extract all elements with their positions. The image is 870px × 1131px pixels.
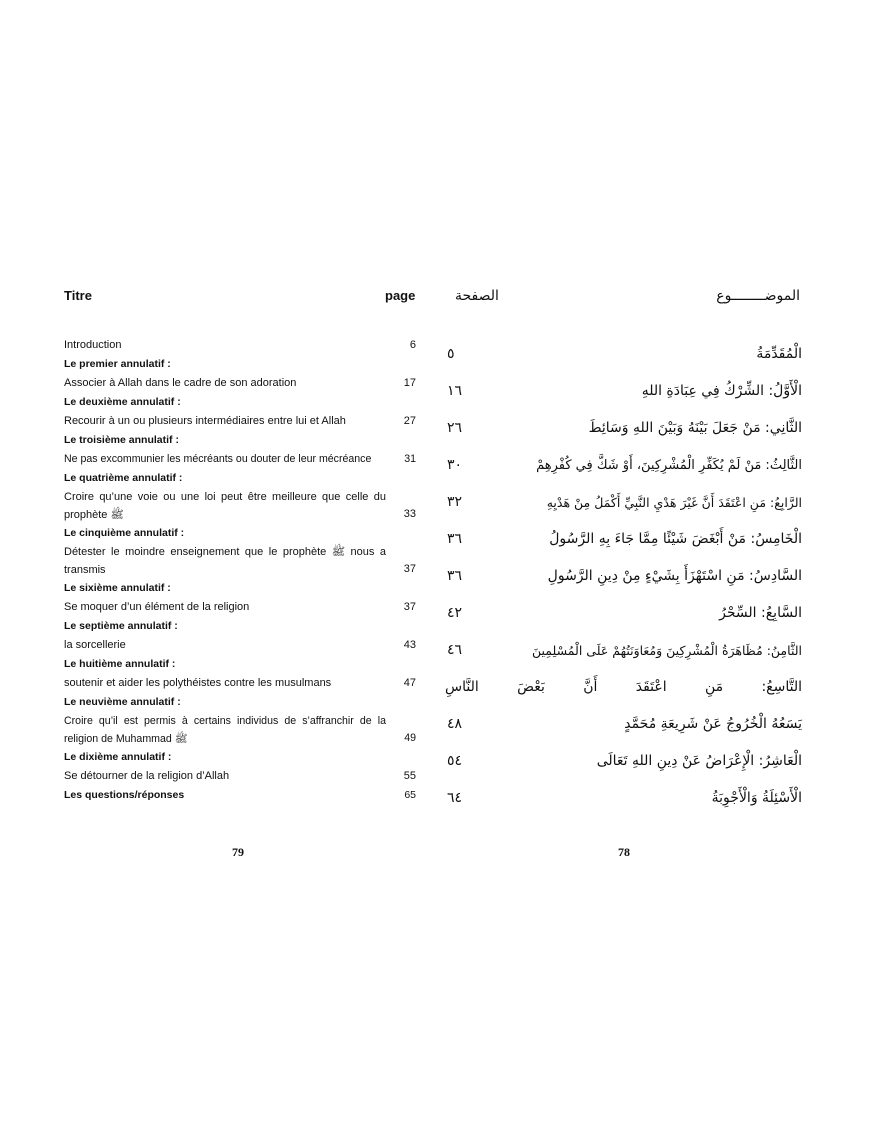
list-item xyxy=(64,431,416,450)
list-item xyxy=(445,632,802,669)
list-item xyxy=(445,484,802,521)
entry-page: 37 xyxy=(403,563,416,575)
arabic-contents-list xyxy=(445,336,802,817)
entry-title: Croire qu’une voie ou une loi peut être meilleure que celle du prophète ﷺ xyxy=(64,491,386,521)
entry-title: الْخَامِسُ: مَنْ أَبْغَضَ شَيْئًا مِمَّا جَاءَ بِهِ الرَّسُولُ xyxy=(549,531,802,547)
entry-title: Se moquer d’un élément de la religion xyxy=(64,601,250,613)
entry-page: ٥٤ xyxy=(447,753,463,769)
entry-page: 47 xyxy=(403,677,416,689)
section-heading: Le deuxième annulatif : xyxy=(64,396,181,408)
list-item xyxy=(64,393,416,412)
entry-page: ٣٢ xyxy=(447,494,463,510)
entry-title: التَّاسِعُ: مَنِ اعْتَقَدَ أَنَّ بَعْضَ النَّاسِ xyxy=(445,679,802,695)
list-item xyxy=(64,767,416,786)
entry-page: 43 xyxy=(403,639,416,651)
entry-page: ٦٤ xyxy=(447,790,463,806)
list-item xyxy=(64,655,416,674)
list-item xyxy=(64,336,416,355)
entry-title: الثَّامِنُ: مُظَاهَرَةُ الْمُشْرِكِينَ وَمُعَاوَنَتُهُمْ عَلَى الْمُسْلِمِينَ xyxy=(531,643,802,658)
entry-page: 33 xyxy=(403,508,416,520)
entry-page: ٣٠ xyxy=(447,457,463,473)
entry-page: ٢٦ xyxy=(447,420,463,436)
entry-title: الثَّانِي: مَنْ جَعَلَ بَيْنَهُ وَبَيْنَ اللهِ وَسَائِطَ xyxy=(588,420,802,436)
list-item xyxy=(64,412,416,431)
list-item xyxy=(64,469,416,488)
entry-title: Associer à Allah dans le cadre de son adoration xyxy=(64,377,297,389)
section-heading: Le premier annulatif : xyxy=(64,358,171,370)
page-column-header: page xyxy=(385,288,416,303)
list-item xyxy=(64,579,416,598)
entry-title: la sorcellerie xyxy=(64,639,126,651)
entry-page: ٥ xyxy=(447,346,455,362)
list-item xyxy=(445,595,802,632)
list-item xyxy=(64,617,416,636)
list-item xyxy=(64,712,416,748)
entry-title: الرَّابِعُ: مَنِ اعْتَقَدَ أَنَّ غَيْرَ هَدْيِ النَّبِيِّ أَكْمَلُ مِنْ هَدْيِهِ xyxy=(546,495,802,510)
section-heading: Le cinquième annulatif : xyxy=(64,527,185,539)
entry-title: الْمُقَدِّمَةُ xyxy=(756,346,802,362)
entry-title: الْعَاشِرُ: الْإِعْرَاضُ عَنْ دِينِ اللهِ تَعَالَى xyxy=(596,753,802,769)
entry-page: ٤٨ xyxy=(447,716,463,732)
list-item xyxy=(64,693,416,712)
entry-page: ٣٦ xyxy=(447,568,463,584)
entry-title: soutenir et aider les polythéistes contre les musulmans xyxy=(64,677,332,689)
list-item xyxy=(445,336,802,373)
entry-page: ٣٦ xyxy=(447,531,463,547)
entry-page: 65 xyxy=(404,789,416,801)
page-column-header: الصفحة xyxy=(455,288,499,304)
list-item xyxy=(64,598,416,617)
entry-title: Se détourner de la religion d’Allah xyxy=(64,770,230,782)
entry-title: الْأَوَّلُ: الشِّرْكُ فِي عِبَادَةِ اللهِ xyxy=(641,383,802,399)
section-heading: Le septième annulatif : xyxy=(64,620,178,632)
list-item xyxy=(64,524,416,543)
entry-title: الثَّالِثُ: مَنْ لَمْ يُكَفِّرِ الْمُشْرِكِينَ، أَوْ شَكَّ فِي كُفْرِهِمْ xyxy=(536,458,802,473)
entry-title: السَّابِعُ: السِّحْرُ xyxy=(719,605,802,621)
entry-page: 27 xyxy=(403,415,416,427)
section-heading: Le sixième annulatif : xyxy=(64,582,171,594)
entry-title: الْأَسْئِلَةُ وَالْأَجْوِبَةُ xyxy=(711,790,802,806)
right-page xyxy=(435,0,870,1131)
list-item xyxy=(64,374,416,393)
topic-column-header: الموضــــــــوع xyxy=(716,288,800,304)
entry-title: Croire qu’il est permis à certains individus de s’affranchir de la religion de Muhammad ﷺ xyxy=(64,715,386,745)
list-item xyxy=(64,543,416,579)
entry-title: Détester le moindre enseignement que le prophète ﷺ nous a transmis xyxy=(64,546,386,576)
list-item xyxy=(445,558,802,595)
list-item xyxy=(445,743,802,780)
entry-page: ٤٢ xyxy=(447,605,463,621)
list-item xyxy=(445,669,802,706)
list-item xyxy=(64,488,416,524)
entry-page: 49 xyxy=(404,732,416,744)
section-heading: Les questions/réponses xyxy=(64,789,185,801)
entry-page: 55 xyxy=(403,770,416,782)
french-contents-list xyxy=(64,336,416,805)
list-item xyxy=(64,355,416,374)
list-item xyxy=(445,447,802,484)
list-item xyxy=(64,450,416,469)
section-heading: Le neuvième annulatif : xyxy=(64,696,181,708)
title-column-header: Titre xyxy=(64,288,92,303)
list-item xyxy=(445,373,802,410)
section-heading: Le troisième annulatif : xyxy=(64,434,179,446)
entry-title: Introduction xyxy=(64,339,122,351)
page-number: 79 xyxy=(232,845,244,859)
entry-title: السَّادِسُ: مَنِ اسْتَهْزَأَ بِشَيْءٍ مِنْ دِينِ الرَّسُولِ xyxy=(547,568,802,584)
section-heading: Le quatrième annulatif : xyxy=(64,472,183,484)
page-number: 78 xyxy=(618,845,630,859)
list-item xyxy=(64,674,416,693)
list-item xyxy=(64,636,416,655)
list-item xyxy=(445,410,802,447)
entry-page: 37 xyxy=(403,601,416,613)
entry-page: ١٦ xyxy=(447,383,463,399)
list-item xyxy=(64,748,416,767)
list-item xyxy=(445,780,802,817)
entry-page: 17 xyxy=(403,377,416,389)
entry-page: 31 xyxy=(404,453,416,465)
entry-title: Ne pas excommunier les mécréants ou douter de leur mécréance xyxy=(64,453,372,465)
section-heading: Le dixième annulatif : xyxy=(64,751,172,763)
list-item xyxy=(445,521,802,558)
entry-page: 6 xyxy=(409,339,416,351)
section-heading: Le huitième annulatif : xyxy=(64,658,176,670)
entry-page: ٤٦ xyxy=(447,642,463,658)
entry-title: يَسَعُهُ الْخُرُوجُ عَنْ شَرِيعَةِ مُحَمَّدٍ xyxy=(624,716,802,732)
list-item xyxy=(445,706,802,743)
list-item xyxy=(64,786,416,805)
entry-title: Recourir à un ou plusieurs intermédiaires entre lui et Allah xyxy=(64,415,346,427)
